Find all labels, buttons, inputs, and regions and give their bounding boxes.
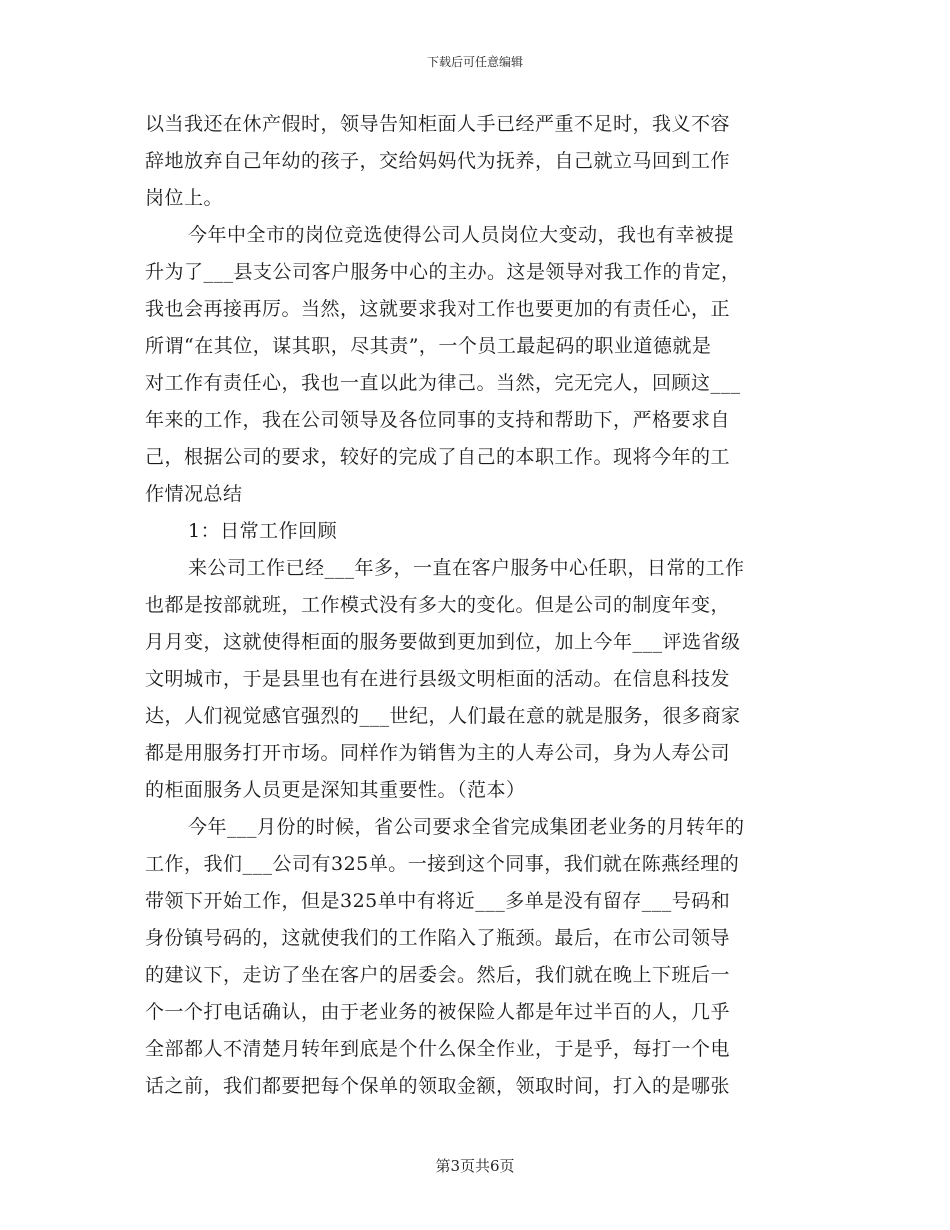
text-line: 作情况总结 [145,483,243,505]
text-line: 带领下开始工作，但是325单中有将近___多单是没有留存___号码和 [145,890,731,912]
paragraph-start-line: 今年中全市的岗位竞选使得公司人员岗位大变动，我也有幸被提 [188,224,735,246]
text-line: 达，人们视觉感官强烈的___世纪，人们最在意的就是服务，很多商家 [145,705,741,727]
text-line: 的建议下，走访了坐在客户的居委会。然后，我们就在晚上下班后一 [145,964,731,986]
page-number: 第3页共6页 [435,1157,515,1175]
section-heading: 1：日常工作回顾 [188,520,338,542]
text-line: 话之前，我们都要把每个保单的领取金额，领取时间，打入的是哪张 [145,1075,731,1097]
text-line: 己，根据公司的要求，较好的完成了自己的本职工作。现将今年的工 [145,446,731,468]
document-body [145,106,807,1105]
text-line: 以当我还在休产假时，领导告知柜面人手已经严重不足时，我义不容 [145,113,731,135]
text-line: 岗位上。 [145,187,224,209]
text-line: 升为了___县支公司客户服务中心的主办。这是领导对我工作的肯定， [145,261,741,283]
paragraph-start-line: 来公司工作已经___年多，一直在客户服务中心任职，日常的工作 [188,557,745,579]
text-line: 都是用服务打开市场。同样作为销售为主的人寿公司，身为人寿公司 [145,742,731,764]
text-line: 工作，我们___公司有325单。一接到这个同事，我们就在陈燕经理的 [145,853,740,875]
text-line: 全部都人不清楚月转年到底是个什么保全作业，于是乎，每打一个电 [145,1038,731,1060]
text-line: 年来的工作，我在公司领导及各位同事的支持和帮助下，严格要求自 [145,409,731,431]
text-line: 身份镇号码的，这就使我们的工作陷入了瓶颈。最后，在市公司领导 [145,927,731,949]
text-line: 我也会再接再厉。当然，这就要求我对工作也要更加的有责任心，正 [145,298,731,320]
page-header: 下载后可任意编辑 [426,55,523,69]
text-line: 文明城市，于是县里也有在进行县级文明柜面的活动。在信息科技发 [145,668,731,690]
text-line: 的柜面服务人员更是深知其重要性。（范本） [145,779,526,801]
text-line: 所谓“在其位，谋其职，尽其责”，一个员工最起码的职业道德就是 [145,335,712,357]
text-line: 个一个打电话确认，由于老业务的被保险人都是年过半百的人，几乎 [145,1001,731,1023]
text-line: 对工作有责任心，我也一直以此为律己。当然，完无完人，回顾这___ [145,372,741,394]
paragraph-start-line: 今年___月份的时候，省公司要求全省完成集团老业务的月转年的 [188,816,745,838]
text-line: 也都是按部就班，工作模式没有多大的变化。但是公司的制度年变， [145,594,731,616]
text-line: 月月变，这就使得柜面的服务要做到更加到位，加上今年___评选省级 [145,631,741,653]
text-line: 辞地放弃自己年幼的孩子，交给妈妈代为抚养，自己就立马回到工作 [145,150,731,172]
